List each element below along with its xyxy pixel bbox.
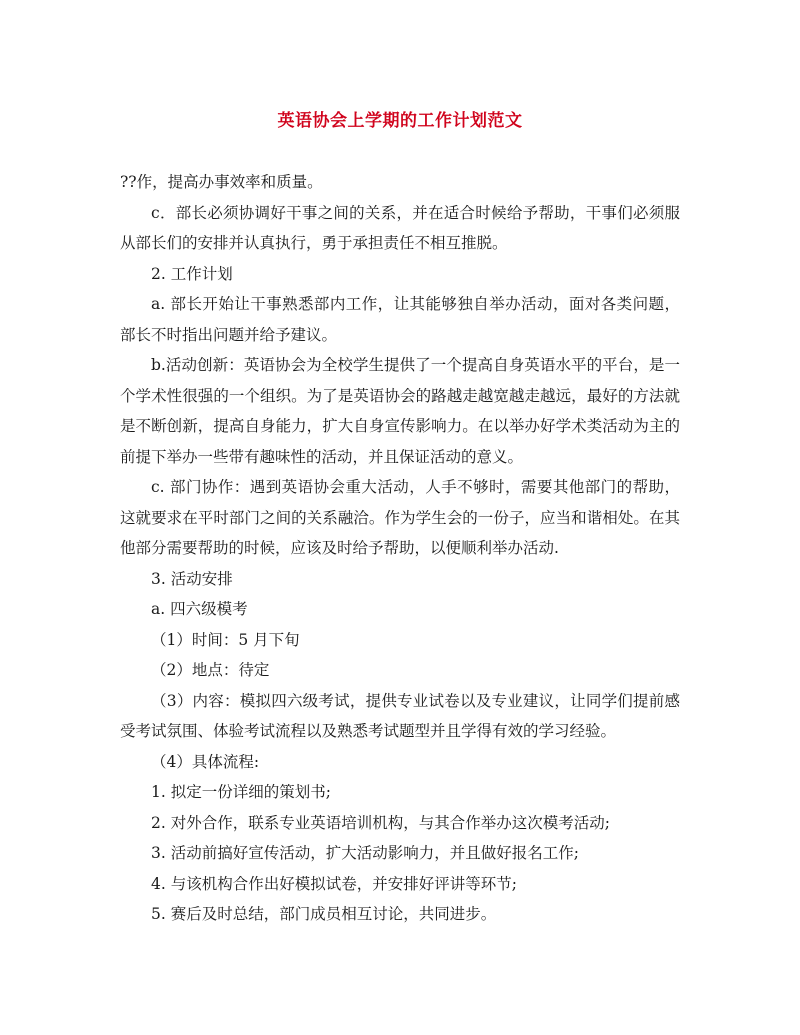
process-step-4: 4. 与该机构合作出好模拟试卷，并安排好评讲等环节; [151, 874, 517, 893]
paragraph-plan-a: a. 部长开始让干事熟悉部内工作，让其能够独自举办活动，面对各类问题，部长不时指出问题并给予建议。 [120, 295, 680, 344]
list-item-location: （2）地点：待定 [151, 661, 270, 679]
list-item-process: （4）具体流程: [151, 752, 260, 771]
process-step-5: 5. 赛后及时总结，部门成员相互讨论，共同进步。 [151, 905, 497, 923]
document-body [120, 167, 680, 930]
process-step-2: 2. 对外合作，联系专业英语培训机构，与其合作举办这次模考活动; [151, 813, 610, 832]
paragraph-continuation: ??作，提高办事效率和质量。 [120, 173, 323, 191]
document-title: 英语协会上学期的工作计划范文 [277, 111, 523, 131]
process-step-3: 3. 活动前搞好宣传活动，扩大活动影响力，并且做好报名工作; [151, 844, 579, 862]
paragraph-plan-b: b.活动创新：英语协会为全校学生提供了一个提高自身英语水平的平台，是一个学术性很强的一个组织。为了是英语协会的路越走越宽越走越远，最好的方法就是不断创新，提高自身能力，扩大自身宣传影响力。在以举办好学术类活动为主的前提下举办一些带有趣味性的活动，并且保证活动的意义。 [120, 356, 680, 466]
section-heading-activities: 3. 活动安排 [151, 569, 233, 588]
paragraph-coordination: c．部长必须协调好干事之间的关系，并在适合时候给予帮助，干事们必须服从部长们的安排并认真执行，勇于承担责任不相互推脱。 [120, 203, 680, 252]
section-heading-work-plan: 2. 工作计划 [151, 264, 233, 283]
paragraph-plan-c: c. 部门协作：遇到英语协会重大活动，人手不够时，需要其他部门的帮助，这就要求在平时部门之间的关系融洽。作为学生会的一份子，应当和谐相处。在其他部分需要帮助的时候，应该及时给予帮助，以便顺利举办活动. [120, 478, 680, 557]
list-item-content: （3）内容：模拟四六级考试，提供专业试卷以及专业建议，让同学们提前感受考试氛围、体验考试流程以及熟悉考试题型并且学得有效的学习经验。 [120, 691, 680, 740]
list-item-time: （1）时间：5 月下旬 [151, 630, 300, 649]
process-step-1: 1. 拟定一份详细的策划书; [151, 783, 331, 801]
subheading-mock-exam: a. 四六级模考 [151, 600, 248, 618]
